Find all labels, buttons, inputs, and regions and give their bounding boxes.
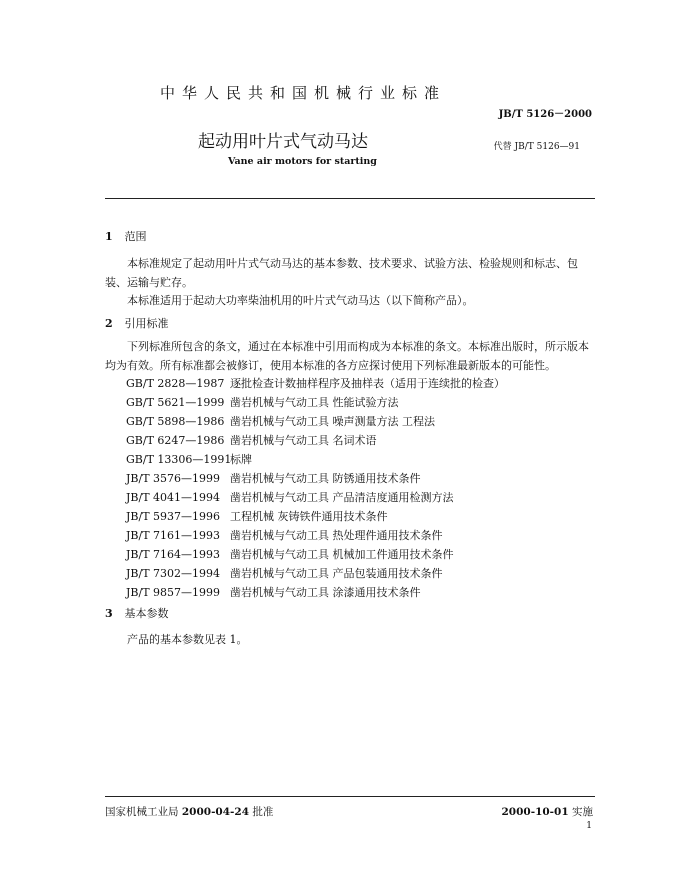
- issue-word: 批准: [252, 806, 274, 818]
- paragraph: 本标准规定了起动用叶片式气动马达的基本参数、技术要求、试验方法、检验规则和标志、包装、运输与贮存。: [105, 257, 578, 289]
- reference-title: 凿岩机械与气动工具 机械加工件通用技术条件: [230, 548, 454, 561]
- reference-title: 工程机械 灰铸铁件通用技术条件: [230, 510, 388, 523]
- footer-divider: [105, 796, 595, 797]
- reference-code: JB/T 3576—1999: [126, 472, 221, 485]
- standard-code: JB/T 5126－2000: [498, 109, 592, 120]
- reference-code: JB/T 9857—1999: [126, 586, 221, 599]
- reference-code: JB/T 5937—1996: [126, 510, 221, 523]
- reference-item: [126, 583, 505, 602]
- english-title: Vane air motors for starting: [228, 156, 377, 167]
- paragraph: 下列标准所包含的条文，通过在本标准中引用而构成为本标准的条文。本标准出版时，所示版本均为有效。所有标准都会被修订，使用本标准的各方应探讨使用下列标准最新版本的可能性。: [105, 340, 589, 372]
- reference-code: JB/T 7161—1993: [126, 529, 221, 542]
- reference-code: JB/T 7302—1994: [126, 567, 221, 580]
- reference-item: [126, 374, 505, 393]
- reference-item: [126, 526, 505, 545]
- footer-issuer: [105, 804, 273, 819]
- reference-code: GB/T 13306—1991: [126, 453, 232, 466]
- reference-title: 凿岩机械与气动工具 噪声测量方法 工程法: [230, 415, 435, 428]
- section-number: 2: [105, 317, 113, 330]
- national-standard-heading: 中华人民共和国机械行业标准: [160, 84, 447, 102]
- effective-date: 2000-10-01: [501, 806, 569, 818]
- section-title: 范围: [124, 230, 147, 243]
- reference-item: [126, 450, 505, 469]
- section-heading-scope: [105, 228, 147, 244]
- effective-word: 实施: [572, 806, 593, 818]
- reference-code: JB/T 7164—1993: [126, 548, 221, 561]
- page-number: 1: [586, 821, 592, 831]
- reference-item: [126, 412, 505, 431]
- reference-item: [126, 393, 505, 412]
- header-divider: [105, 198, 595, 199]
- reference-item: [126, 431, 505, 450]
- reference-list: [126, 374, 505, 602]
- section-number: 1: [105, 230, 113, 243]
- issuer-name: 国家机械工业局: [105, 806, 179, 818]
- reference-title: 凿岩机械与气动工具 产品清洁度通用检测方法: [230, 491, 454, 504]
- reference-title: 凿岩机械与气动工具 涂漆通用技术条件: [230, 586, 421, 599]
- reference-item: [126, 545, 505, 564]
- reference-item: [126, 507, 505, 526]
- replaces-note: 代替 JB/T 5126—91: [493, 142, 580, 152]
- reference-title: 凿岩机械与气动工具 热处理件通用技术条件: [230, 529, 443, 542]
- issue-date: 2000-04-24: [181, 806, 250, 818]
- reference-title: 逐批检查计数抽样程序及抽样表（适用于连续批的检查）: [230, 377, 505, 390]
- document-title: 起动用叶片式气动马达: [198, 132, 368, 152]
- section-heading-references: [105, 315, 169, 331]
- reference-title: 凿岩机械与气动工具 性能试验方法: [230, 396, 399, 409]
- footer-effective: [501, 804, 593, 819]
- section-title: 引用标准: [124, 317, 169, 330]
- reference-code: GB/T 5898—1986: [126, 415, 225, 428]
- paragraph: 本标准适用于起动大功率柴油机用的叶片式气动马达（以下简称产品）。: [127, 294, 474, 307]
- reference-item: [126, 564, 505, 583]
- reference-title: 凿岩机械与气动工具 名词术语: [230, 434, 377, 447]
- paragraph: 产品的基本参数见表 1。: [127, 633, 248, 646]
- reference-code: GB/T 2828—1987: [126, 377, 225, 390]
- reference-title: 凿岩机械与气动工具 防锈通用技术条件: [230, 472, 421, 485]
- section-heading-basic-parameters: [105, 605, 169, 621]
- reference-item: [126, 488, 505, 507]
- reference-title: 标牌: [230, 453, 252, 466]
- section-number: 3: [105, 607, 113, 620]
- reference-code: JB/T 4041—1994: [126, 491, 221, 504]
- section-title: 基本参数: [124, 607, 169, 620]
- reference-code: GB/T 6247—1986: [126, 434, 225, 447]
- reference-code: GB/T 5621—1999: [126, 396, 225, 409]
- reference-title: 凿岩机械与气动工具 产品包装通用技术条件: [230, 567, 443, 580]
- reference-item: [126, 469, 505, 488]
